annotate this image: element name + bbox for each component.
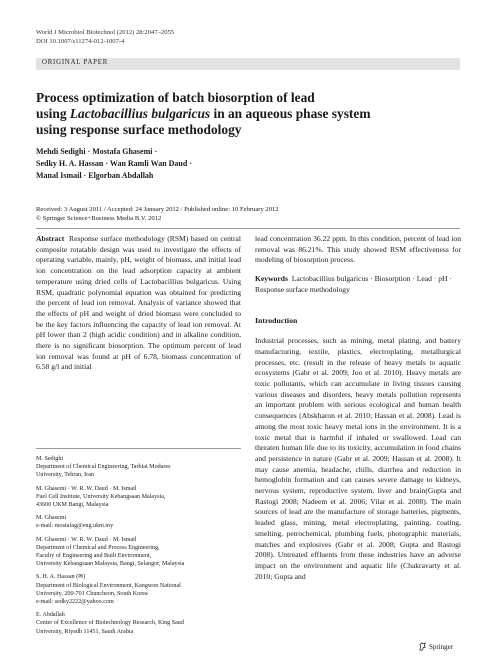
authors-line-3: Manal Ismail · Elgorban Abdallah [36,171,154,180]
publication-dates [36,205,456,223]
header-divider [36,228,460,229]
affiliation: S. H. A. Hassan (✉) Department of Biological Environment, Kangwon National University, 200-701 Chuncheon, South Korea e-mail: sedky2222@yahoo.com [36,573,241,606]
affiliation: M. Ghasemi · W. R. W. Daud · M. Ismail Department of Chemical and Process Engineering, Faculty of Engineering and Built Environment, University Kebangsaan Malaysia, Bangi, Selangor, Malaysia [36,536,185,568]
publisher-name: Springer [429,643,454,651]
journal-citation: World J Microbiol Biotechnol (2012) 28:2047–2055 [36,29,175,36]
affiliation: M. Ghasemi · W. R. W. Daud · M. Ismail Fuel Cell Institute, University Kebangsaan Malaysia, 43600 UKM Bangi, Malaysia [36,485,166,509]
springer-horse-icon [418,642,427,651]
affiliation: E. Abdallah Center of Excellence of Biotechnology Research, King Saud University, Riyadh 11451, Saudi Arabia [36,612,184,635]
paper-type-label: ORIGINAL PAPER [42,59,109,66]
title-species: Lactobacillius bulgaricus [69,106,211,121]
keywords-text: Lactobacillius bulgaricus · Biosorption · Lead · pH · Response surface methodology [255,274,452,294]
keywords-label: Keywords [255,274,288,284]
email-link[interactable]: e-mail: sedky2222@yahoo.com [36,599,114,606]
abstract-text: Response surface methodology (RSM) based on central composite rotatable design was used to investigate the effects of operating variable, mainly, pH, weight of biomass, and initial lead ion concentration on the lead adsorption capacity at ambient temperature using dried cells of Lactobacillius bulgaricus. Using RSM, quadratic polynomial equation was obtained for predicting the percent of lead ion removal. Analysis of variance showed that the effects of pH and weight of dried biomass were concluded to be the key factors influencing the capacity of lead ion removal. At pH lower than 2 (high acidic condition) and in alkaline condition, there is no significant biosorption. The optimum percent of lead ion removal was found at pH of 6.78, biomass concentration of 6.58 g/l and initial [36,234,241,372]
received-line: Received: 3 August 2011 / Accepted: 24 January 2012 / Published online: 10 February 2012 [36,206,279,213]
citation [36,28,174,46]
publisher-mark [418,642,453,651]
authors-line-2: Sedky H. A. Hassan · Wan Ramli Wan Daud · [36,159,192,168]
email-link[interactable]: e-mail: mostafag@eng.ukm.my [36,523,114,530]
affiliations [36,455,241,641]
title-line-3: using response surface methodology [36,122,242,137]
abstract-label: Abstract [36,234,65,243]
affiliation: M. Ghasemi e-mail: mostafag@eng.ukm.my [36,514,241,530]
keywords [255,274,461,295]
affiliation: M. Sedighi Department of Chemical Engineering, Tarbiat Modares University, Tehran, Iran [36,456,171,479]
title-line-1: Process optimization of batch biosorption of lead [36,90,315,105]
introduction-heading: Introduction [255,315,298,325]
abstract-continued: lead concentration 36.22 ppm. In this condition, percent of lead ion removal was 86.21%. This study showed RSM effectiveness for modeling of biosorption process. [255,234,461,265]
abstract [36,234,241,373]
title-line-2: using Lactobacillius bulgaricus in an aqueous phase system [36,106,371,121]
author-list [36,146,336,182]
affiliation-divider [36,448,241,449]
introduction-text: Industrial processes, such as mining, metal plating, and battery manufacturing, textile, plastics, electroplating, metallurgical processes, etc. (result in the release of heavy metals to aquatic ecosystems (Gabr et al. 2009; Joo et al. 2010). Heavy metals are toxic pollutants, which can accumulate in living tissues causing various diseases and disorders, heavy metals pollution represents an important problem with serious ecological and human health consequences (Abskharon et al. 2010; Hassan et al. 2008). Lead is among the most toxic heavy metal ions in the environment. It is a toxic metal that is harmful if inhaled or swallowed. Lead can threaten human life due to its toxicity, accumulation in food chains and persistence in nature (Gabr et al. 2009; Hassan et al. 2008). It may cause anemia, headache, chills, diarrhea and reduction in hemoglobin formation and can causes severe damage to kidneys, nervous system, reproductive system, liver and brain(Gupta and Rastogi 2008; Nadeem et al. 2006; Vilar et al. 2008). The main sources of lead are the manufacture of storage batteries, pigments, leaded glass, mining, metal electroplating, painting, coating, smelting, petrochemical, plumbing fuels, photographic materials, matches and explosives (Gabr et al. 2008; Gupta and Rastogi 2008). Untreated effluents from these industries have an adverse impact on the environment and aquatic life (Chakravarty et al. 2010; Gupta and [255,336,461,581]
authors-line-1: Mehdi Sedighi · Mostafa Ghasemi · [36,147,158,156]
paper-type-bar [36,58,460,70]
paper-title [36,90,476,138]
right-column [255,234,461,582]
copyright-line: © Springer Science+Business Media B.V. 2012 [36,215,162,222]
doi: DOI 10.1007/s11274-012-1007-4 [36,38,125,45]
